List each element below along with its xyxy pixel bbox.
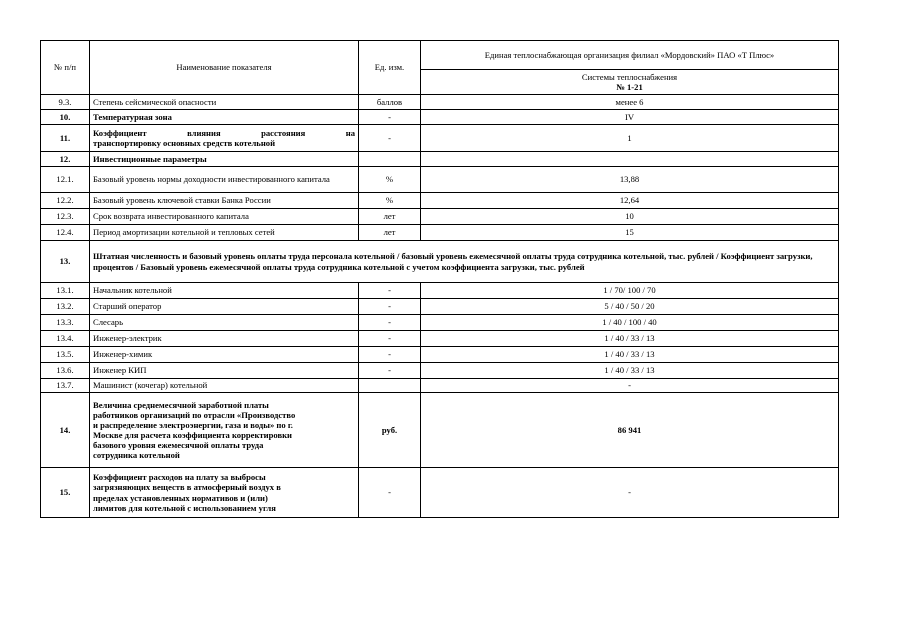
row-num: 13.6. — [41, 363, 90, 379]
table-row — [41, 347, 839, 363]
row-num: 11. — [41, 125, 90, 152]
row-num: 12.3. — [41, 209, 90, 225]
row-value: менее 6 — [421, 95, 839, 110]
row-value: 1 / 70/ 100 / 70 — [421, 283, 839, 299]
row-value: 1 / 40 / 33 / 13 — [421, 331, 839, 347]
row-num: 13.2. — [41, 299, 90, 315]
row-name: Начальник котельной — [90, 283, 359, 299]
row-unit: лет — [359, 225, 421, 241]
row-name: Штатная численность и базовый уровень оплаты труда персонала котельной / базовый уровень ежемесячной оплаты труда сотрудника котельной, тыс. рублей / Коэффициент загрузки, процентов / Базовый уровень ежемесячной оплаты труда сотрудника котельной с учетом коэффициента загрузки, тыс. рублей — [90, 241, 839, 283]
table-row — [41, 95, 839, 110]
row-name: Базовый уровень ключевой ставки Банка России — [90, 193, 359, 209]
table-row — [41, 167, 839, 193]
table-row — [41, 110, 839, 125]
table-row — [41, 393, 839, 468]
row-value: 1 / 40 / 33 / 13 — [421, 363, 839, 379]
table-row — [41, 331, 839, 347]
row-num: 13. — [41, 241, 90, 283]
row-name: Старший оператор — [90, 299, 359, 315]
row-unit: - — [359, 315, 421, 331]
row-name: Базовый уровень нормы доходности инвестированного капитала — [90, 167, 359, 193]
row-name: Машинист (кочегар) котельной — [90, 379, 359, 393]
row-unit: - — [359, 331, 421, 347]
row-unit — [359, 152, 421, 167]
row-num: 13.1. — [41, 283, 90, 299]
row-num: 12.2. — [41, 193, 90, 209]
row-num: 13.3. — [41, 315, 90, 331]
row-value: 15 — [421, 225, 839, 241]
header-org: Единая теплоснабжающая организация филиал «Мордовский» ПАО «Т Плюс» — [421, 41, 839, 70]
table-row — [41, 225, 839, 241]
table-row — [41, 468, 839, 518]
row-name-line2: транспортировку основных средств котельной — [93, 138, 276, 148]
row-value: 86 941 — [421, 393, 839, 468]
header-num: № п/п — [41, 41, 90, 95]
header-system-line2: № 1-21 — [616, 82, 643, 92]
table-row — [41, 379, 839, 393]
row-name: Температурная зона — [90, 110, 359, 125]
row-name: Величина среднемесячной заработной платы работников организаций по отрасли «Производство и распределение электроэнергии, газа и воды» по г. Москве для расчета коэффициента корректировки базового уровня ежемесячной оплаты труда сотрудника котельной — [90, 393, 359, 468]
row-unit: - — [359, 283, 421, 299]
row-unit: - — [359, 125, 421, 152]
row-value: 12,64 — [421, 193, 839, 209]
row-value: - — [421, 379, 839, 393]
row-num: 10. — [41, 110, 90, 125]
row-value: 1 / 40 / 33 / 13 — [421, 347, 839, 363]
header-unit: Ед. изм. — [359, 41, 421, 95]
table-row — [41, 299, 839, 315]
row-unit: % — [359, 193, 421, 209]
row-unit: - — [359, 468, 421, 518]
row-name-line1: Коэффициент влияния расстояния на — [93, 127, 355, 138]
table-row — [41, 363, 839, 379]
row-name: Слесарь — [90, 315, 359, 331]
row-num: 13.4. — [41, 331, 90, 347]
row-name: Степень сейсмической опасности — [90, 95, 359, 110]
row-name: Коэффициент расходов на плату за выбросы загрязняющих веществ в атмосферный воздух в пределах установленных нормативов и (или) лимитов для котельной с использованием угля — [90, 468, 359, 518]
row-name: Период амортизации котельной и тепловых сетей — [90, 225, 359, 241]
row-name: Инженер-химик — [90, 347, 359, 363]
row-value: IV — [421, 110, 839, 125]
header-system-line1: Системы теплоснабжения — [581, 71, 678, 82]
row-unit: - — [359, 347, 421, 363]
table-row — [41, 241, 839, 283]
row-unit: баллов — [359, 95, 421, 110]
table-row — [41, 125, 839, 152]
row-value: 5 / 40 / 50 / 20 — [421, 299, 839, 315]
table-row — [41, 283, 839, 299]
table-row — [41, 209, 839, 225]
table-row — [41, 193, 839, 209]
row-value: 10 — [421, 209, 839, 225]
header-name: Наименование показателя — [90, 41, 359, 95]
row-name: Срок возврата инвестированного капитала — [90, 209, 359, 225]
row-num: 15. — [41, 468, 90, 518]
row-value: 1 / 40 / 100 / 40 — [421, 315, 839, 331]
row-num: 12.1. — [41, 167, 90, 193]
row-num: 12.4. — [41, 225, 90, 241]
row-value: 1 — [421, 125, 839, 152]
row-unit — [359, 379, 421, 393]
row-num: 9.3. — [41, 95, 90, 110]
table-header-row — [41, 41, 839, 70]
row-unit: лет — [359, 209, 421, 225]
row-num: 13.7. — [41, 379, 90, 393]
row-num: 14. — [41, 393, 90, 468]
row-num: 13.5. — [41, 347, 90, 363]
row-name: Инвестиционные параметры — [90, 152, 359, 167]
row-value: 13,88 — [421, 167, 839, 193]
row-num: 12. — [41, 152, 90, 167]
row-unit: руб. — [359, 393, 421, 468]
row-value: - — [421, 468, 839, 518]
row-name: Инженер-электрик — [90, 331, 359, 347]
table-row — [41, 315, 839, 331]
table-row — [41, 152, 839, 167]
row-value — [421, 152, 839, 167]
header-system — [421, 70, 839, 95]
parameters-table — [40, 40, 839, 518]
row-name — [90, 125, 359, 152]
row-unit: % — [359, 167, 421, 193]
row-unit: - — [359, 299, 421, 315]
row-name: Инженер КИП — [90, 363, 359, 379]
row-unit: - — [359, 110, 421, 125]
row-unit: - — [359, 363, 421, 379]
